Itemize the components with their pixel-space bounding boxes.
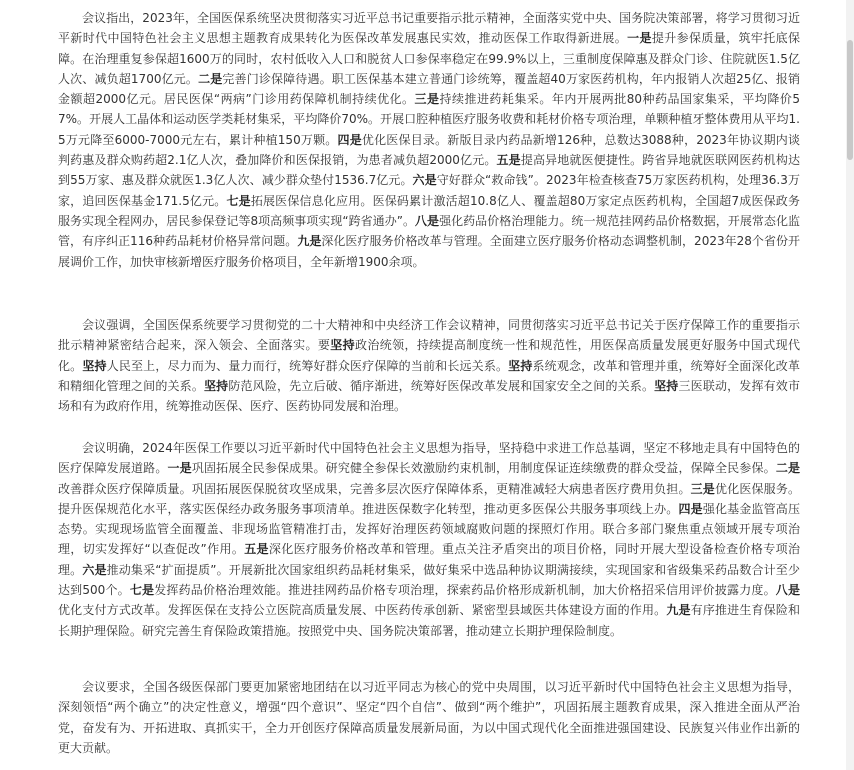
emphasis-keyword: 坚持 (82, 358, 107, 373)
text-run: 有序推进生育保险和长期护理保险。研究完善生育保险政策措施。按照党中央、国务院决策部署，推动建立长期护理保险制度。 (58, 603, 800, 638)
emphasis-keyword: 坚持 (330, 338, 355, 353)
paragraph-key-principles (58, 315, 800, 416)
text-run: 系统观念，改革和管理并重，统筹好全面深化改革和精细化管理之间的关系。 (58, 358, 800, 393)
text-run: 持续推进药耗集采。年内开展两批80种药品国家集采，平均降价57%。开展人工晶体和运动医学类耗材集采，平均降价70%。开展口腔种植医疗服务收费和耗材价格专项治理，单颗种植牙整体费用从平均1.5万元降至6000-7000元左右，累计种植150万颗。 (58, 92, 800, 147)
emphasis-keyword: 二是 (198, 71, 223, 86)
text-run: 发挥药品价格治理效能。推进挂网药品价格专项治理，探索药品价格形成新机制，加大价格招采信用评价披露力度。 (154, 583, 776, 598)
text-run: 优化医保服务。提升医保规范化水平，落实医保经办政务服务事项清单。推进医保数字化转型，推动更多医保公共服务事项线上办。 (58, 481, 800, 516)
text-run: 拓展医保信息化应用。医保码累计激活超10.8亿人、覆盖超80万家定点医药机构，全国超7成医保政务服务实现全程网办，居民参保登记等8项高频事项实现“跨省通办”。 (58, 193, 800, 228)
text-run: 提升参保质量，筑牢托底保障。在治理重复参保超1600万的同时，农村低收入人口和脱贫人口参保率稳定在99.9%以上，三重制度保障惠及群众门诊、住院就医1.5亿人次、减负超1700亿元。 (58, 31, 800, 86)
text-run: 三医联动，发挥有效市场和有为政府作用，统筹推动医保、医疗、医药协同发展和治理。 (58, 378, 800, 414)
emphasis-keyword: 八是 (415, 213, 440, 228)
emphasis-keyword: 一是 (627, 31, 652, 46)
scrollbar-thumb[interactable] (847, 40, 853, 160)
emphasis-keyword: 四是 (337, 132, 362, 147)
emphasis-keyword: 三是 (690, 481, 715, 496)
emphasis-keyword: 九是 (666, 603, 691, 618)
emphasis-keyword: 一是 (167, 461, 192, 476)
text-run: 会议明确，2024年医保工作要以习近平新时代中国特色社会主义思想为指导，坚持稳中求进工作总基调，坚定不移地走具有中国特色的医疗保障发展道路。 (58, 441, 800, 476)
emphasis-keyword: 坚持 (654, 378, 679, 393)
emphasis-keyword: 六是 (412, 173, 437, 188)
text-run: 会议指出，2023年，全国医保系统坚决贯彻落实习近平总书记重要指示批示精神，全面落实党中央、国务院决策部署，将学习贯彻习近平新时代中国特色社会主义思想主题教育成果转化为医保改革发展惠民实效，推动医保工作取得新进展。 (58, 11, 800, 46)
emphasis-keyword: 五是 (496, 153, 521, 168)
text-run: 防范风险，先立后破、循序渐进，统筹好医保改革发展和国家安全之间的关系。 (228, 378, 655, 393)
emphasis-keyword: 八是 (775, 583, 800, 598)
emphasis-keyword: 七是 (226, 193, 251, 208)
text-run: 优化医保目录。新版目录内药品新增126种，总数达3088种，2023年协议期内谈判药惠及群众购药超2.1亿人次，叠加降价和医保报销，为患者减负超2000亿元。 (58, 132, 800, 168)
emphasis-keyword: 五是 (244, 542, 269, 557)
text-run: 会议强调，全国医保系统要学习贯彻党的二十大精神和中央经济工作会议精神，同贯彻落实习近平总书记关于医疗保障工作的重要指示批示精神紧密结合起来，深入领会、全面落实。要 (58, 318, 800, 353)
emphasis-keyword: 坚持 (508, 358, 533, 373)
emphasis-keyword: 四是 (678, 501, 703, 516)
paragraph-2023-achievements (58, 8, 800, 272)
text-run: 优化支付方式改革。发挥医保在支持公立医院高质量发展、中医药传承创新、紧密型县域医共体建设方面的作用。 (58, 603, 667, 618)
emphasis-keyword: 七是 (129, 583, 155, 598)
text-run: 人民至上，尽力而为、量力而行，统筹好群众医疗保障的当前和长远关系。 (106, 358, 509, 373)
emphasis-keyword: 九是 (297, 234, 322, 249)
emphasis-keyword: 二是 (775, 461, 800, 476)
text-run: 政治统领，持续提高制度统一性和规范性，用医保高质量发展更好服务中国式现代化。 (58, 338, 800, 373)
text-run: 巩固拓展全民参保成果。研究健全参保长效激励约束机制，用制度保证连续缴费的群众受益，保障全民参保。 (191, 461, 776, 476)
emphasis-keyword: 六是 (82, 562, 107, 577)
text-run: 改善群众医疗保障质量。巩固拓展医保脱贫攻坚成果，完善多层次医疗保障体系，更精准减轻大病患者医疗费用负担。 (58, 481, 691, 496)
emphasis-keyword: 坚持 (204, 378, 229, 393)
text-run: 强化药品价格治理能力。统一规范挂网药品价格数据，开展常态化监管，有序纠正116种药品耗材价格异常问题。 (58, 213, 800, 249)
page-scrollbar[interactable] (846, 0, 854, 770)
emphasis-keyword: 三是 (414, 92, 440, 107)
text-run: 深化医疗服务价格改革和管理。重点关注矛盾突出的项目价格，同时开展大型设备检查价格专项治理。 (58, 542, 800, 577)
paragraph-requirements (58, 677, 800, 758)
text-run: 守好群众“救命钱”。2023年检查核查75万家医药机构，处理36.3万家，追回医保基金171.5亿元。 (58, 173, 800, 208)
text-run: 推动集采“扩面提质”。开展新批次国家组织药品耗材集采，做好集采中选品种协议期满接续，实现国家和省级集采药品数合计至少达到500个。 (58, 562, 800, 598)
text-run: 强化基金监管高压态势。实现现场监管全面覆盖、非现场监管精准打击，发挥好治理医药领域腐败问题的探照灯作用。联合多部门聚焦重点领域开展专项治理，切实发挥好“以查促改”作用。 (58, 501, 800, 557)
paragraph-2024-plan (58, 438, 800, 641)
text-run: 会议要求，全国各级医保部门要更加紧密地团结在以习近平同志为核心的党中央周围，以习近平新时代中国特色社会主义思想为指导，深刻领悟“两个确立”的决定性意义，增强“四个意识”、坚定“四个自信”、做到“两个维护”，巩固拓展主题教育成果，深入推进全面从严治党，奋发有为、开拓进取、真抓实干，全力开创医疗保障高质量发展新局面，为以中国式现代化全面推进强国建设、民族复兴伟业作出新的更大贡献。 (58, 680, 800, 755)
text-run: 深化医疗服务价格改革与管理。全面建立医疗服务价格动态调整机制，2023年28个省份开展调价工作，加快审核新增医疗服务价格项目，全年新增1900余项。 (58, 234, 800, 269)
text-run: 完善门诊保障待遇。职工医保基本建立普通门诊统筹，覆盖超40万家医药机构，年内报销人次超25亿、报销金额超2000亿元。居民医保“两病”门诊用药保障机制持续优化。 (58, 71, 800, 107)
text-run: 提高异地就医便捷性。跨省异地就医联网医药机构达到55万家、惠及群众就医1.3亿人次、减少群众垫付1536.7亿元。 (58, 153, 800, 188)
